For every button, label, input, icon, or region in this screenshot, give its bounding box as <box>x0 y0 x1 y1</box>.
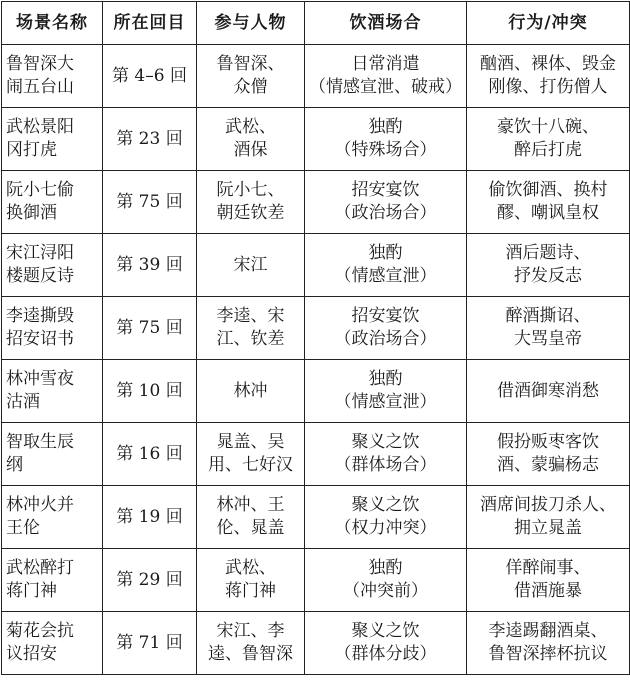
scene-name-cell: 宋江浔阳 楼题反诗 <box>2 234 103 297</box>
occasion-cell: 招安宴饮 （政治场合） <box>305 171 467 234</box>
table-row <box>2 360 630 423</box>
header-behavior-conflict: 行为/冲突 <box>467 2 630 45</box>
action-cell: 酒席间拔刀杀人、 拥立晁盖 <box>467 486 630 549</box>
header-drinking-occasion: 饮酒场合 <box>305 2 467 45</box>
occasion-cell: 聚义之饮 （群体场合） <box>305 423 467 486</box>
occasion-cell: 日常消遣 （情感宣泄、破戒） <box>305 45 467 108</box>
action-cell: 偷饮御酒、换村 醪、嘲讽皇权 <box>467 171 630 234</box>
scene-name-cell: 林冲雪夜 沽酒 <box>2 360 103 423</box>
chapter-cell: 第 10 回 <box>103 360 197 423</box>
participants-cell: 晁盖、吴 用、七好汉 <box>197 423 305 486</box>
occasion-cell: 聚义之饮 （群体分歧） <box>305 612 467 675</box>
drinking-scenes-table <box>1 1 630 675</box>
action-cell: 假扮贩枣客饮 酒、蒙骗杨志 <box>467 423 630 486</box>
occasion-cell: 聚义之饮 （权力冲突） <box>305 486 467 549</box>
participants-cell: 宋江、李 逵、鲁智深 <box>197 612 305 675</box>
participants-cell: 鲁智深、 众僧 <box>197 45 305 108</box>
occasion-cell: 独酌 （情感宣泄） <box>305 360 467 423</box>
occasion-cell: 独酌 （情感宣泄） <box>305 234 467 297</box>
participants-cell: 林冲 <box>197 360 305 423</box>
scene-name-cell: 李逵撕毁 招安诏书 <box>2 297 103 360</box>
participants-cell: 林冲、王 伦、晁盖 <box>197 486 305 549</box>
header-chapter: 所在回目 <box>103 2 197 45</box>
header-participants: 参与人物 <box>197 2 305 45</box>
table-row <box>2 234 630 297</box>
header-row <box>2 2 630 45</box>
action-cell: 借酒御寒消愁 <box>467 360 630 423</box>
occasion-cell: 独酌 （特殊场合） <box>305 108 467 171</box>
action-cell: 豪饮十八碗、 醉后打虎 <box>467 108 630 171</box>
scene-name-cell: 武松景阳 冈打虎 <box>2 108 103 171</box>
scene-name-cell: 林冲火并 王伦 <box>2 486 103 549</box>
table-row <box>2 423 630 486</box>
scene-name-cell: 鲁智深大 闹五台山 <box>2 45 103 108</box>
chapter-cell: 第 4–6 回 <box>103 45 197 108</box>
participants-cell: 阮小七、 朝廷钦差 <box>197 171 305 234</box>
header-scene-name: 场景名称 <box>2 2 103 45</box>
chapter-cell: 第 39 回 <box>103 234 197 297</box>
action-cell: 酒后题诗、 抒发反志 <box>467 234 630 297</box>
table-row <box>2 486 630 549</box>
chapter-cell: 第 71 回 <box>103 612 197 675</box>
participants-cell: 李逵、宋 江、钦差 <box>197 297 305 360</box>
scene-name-cell: 菊花会抗 议招安 <box>2 612 103 675</box>
table-row <box>2 108 630 171</box>
occasion-cell: 招安宴饮 （政治场合） <box>305 297 467 360</box>
chapter-cell: 第 29 回 <box>103 549 197 612</box>
table-row <box>2 612 630 675</box>
table-row <box>2 171 630 234</box>
chapter-cell: 第 75 回 <box>103 171 197 234</box>
action-cell: 李逵踢翻酒桌、 鲁智深摔杯抗议 <box>467 612 630 675</box>
chapter-cell: 第 23 回 <box>103 108 197 171</box>
participants-cell: 宋江 <box>197 234 305 297</box>
table-row <box>2 549 630 612</box>
scene-name-cell: 武松醉打 蒋门神 <box>2 549 103 612</box>
participants-cell: 武松、 酒保 <box>197 108 305 171</box>
action-cell: 醉酒撕诏、 大骂皇帝 <box>467 297 630 360</box>
chapter-cell: 第 19 回 <box>103 486 197 549</box>
scene-name-cell: 阮小七偷 换御酒 <box>2 171 103 234</box>
scene-name-cell: 智取生辰 纲 <box>2 423 103 486</box>
table-row <box>2 45 630 108</box>
action-cell: 酗酒、裸体、毁金 刚像、打伤僧人 <box>467 45 630 108</box>
chapter-cell: 第 16 回 <box>103 423 197 486</box>
chapter-cell: 第 75 回 <box>103 297 197 360</box>
participants-cell: 武松、 蒋门神 <box>197 549 305 612</box>
table-row <box>2 297 630 360</box>
occasion-cell: 独酌 （冲突前） <box>305 549 467 612</box>
action-cell: 佯醉闹事、 借酒施暴 <box>467 549 630 612</box>
